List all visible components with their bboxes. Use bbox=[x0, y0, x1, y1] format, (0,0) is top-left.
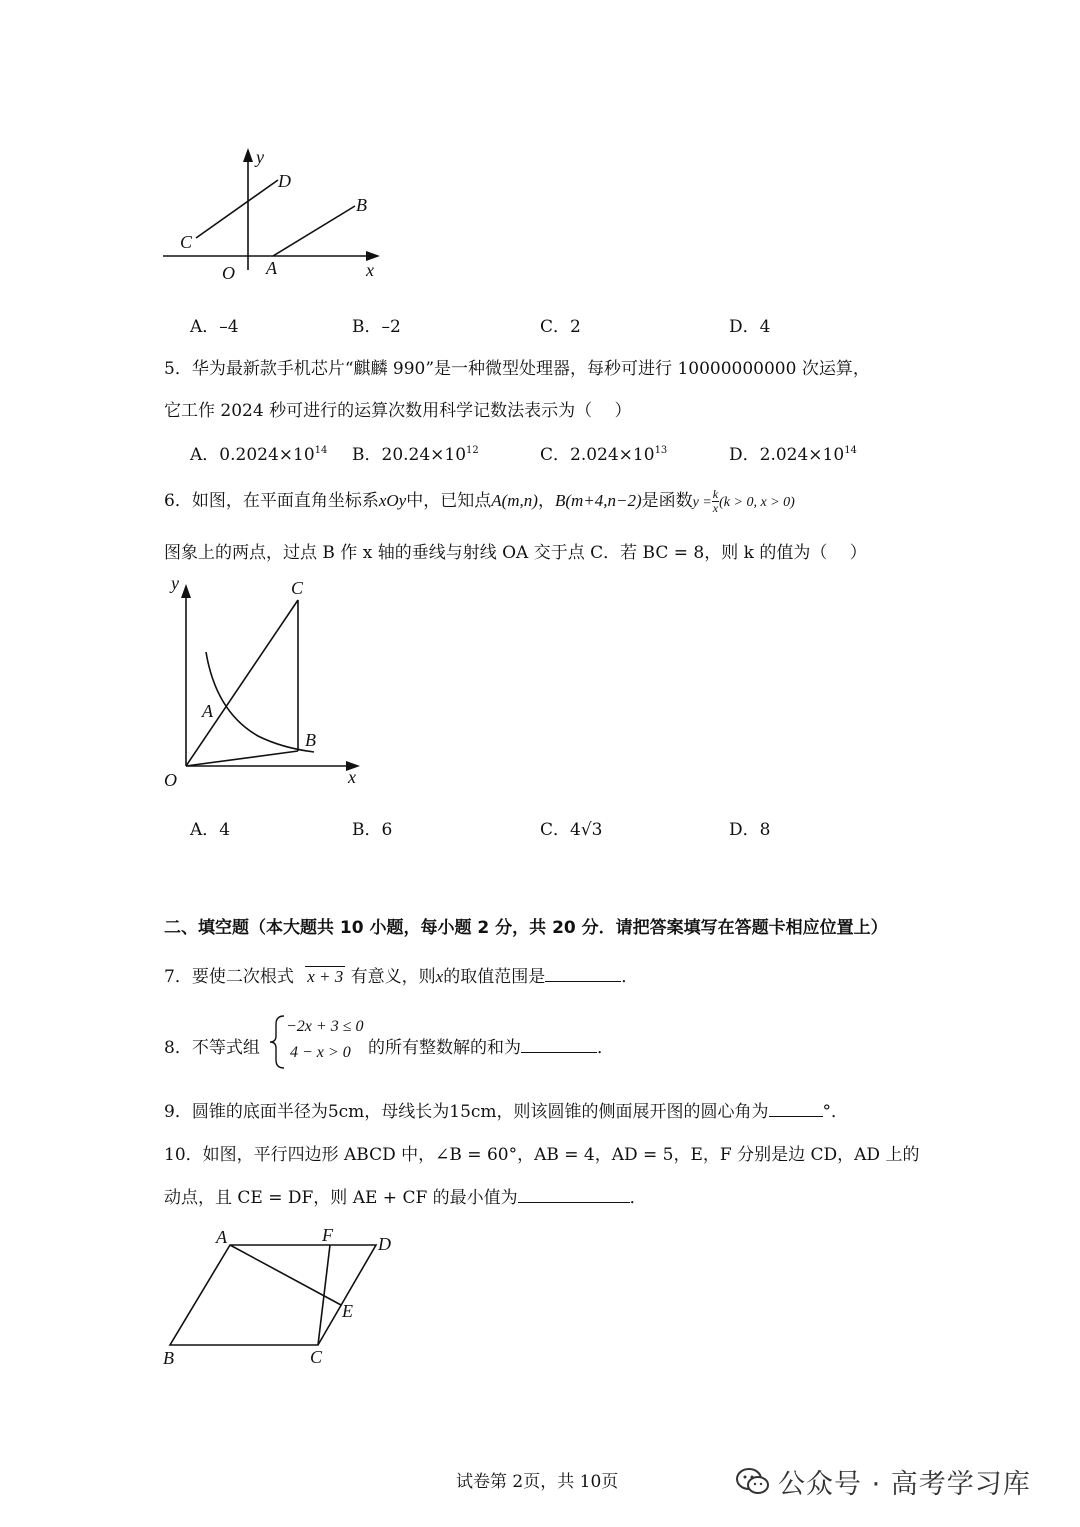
fig3-f-label: F bbox=[322, 1225, 333, 1245]
fig1-o-label: O bbox=[222, 263, 235, 283]
q8-text-b: 的所有整数解的和为 ． bbox=[368, 1038, 614, 1058]
fig2-x-label: x bbox=[348, 767, 356, 787]
fig3-c-label: C bbox=[310, 1347, 323, 1367]
fig1-a-label: A bbox=[266, 258, 277, 278]
fig3-b-label: B bbox=[163, 1348, 174, 1368]
fig2-c-label: C bbox=[291, 578, 304, 598]
fig2-y-label: y bbox=[171, 573, 179, 593]
q4-option-d: D．4 bbox=[729, 317, 771, 337]
q8-text-a: 8．不等式组 bbox=[164, 1038, 260, 1058]
fig3-e-label: E bbox=[342, 1301, 353, 1321]
q6-option-a: A．4 bbox=[190, 820, 231, 840]
q10-line2: 动点，且 CE = DF，则 AE + CF 的最小值为 ． bbox=[164, 1188, 647, 1208]
page-footer: 试卷第 2页，共 10页 bbox=[456, 1472, 619, 1492]
q6-option-c: C．4√3 bbox=[540, 820, 603, 840]
q5-option-c: C．$2.024\times 10^{13}$ bbox=[540, 445, 668, 465]
q5-option-a: A．$0.2024\times 10^{14}$ bbox=[190, 445, 328, 465]
fig3-d-label: D bbox=[378, 1234, 391, 1254]
fig2-a-label: A bbox=[202, 701, 213, 721]
q5-option-d: D．$2.024\times 10^{14}$ bbox=[729, 445, 857, 465]
fig2-o-label: O bbox=[164, 770, 177, 790]
q4-option-b: B．–2 bbox=[352, 317, 401, 337]
fig1-c-label: C bbox=[180, 232, 193, 252]
fig1-b-label: B bbox=[356, 195, 367, 215]
fig3-a-label: A bbox=[216, 1227, 227, 1247]
q6-option-d: D．8 bbox=[729, 820, 771, 840]
q9-text: 9．圆锥的底面半径为5cm，母线长为15cm，则该圆锥的侧面展开图的圆心角为 °． bbox=[164, 1102, 849, 1122]
q6-option-b: B．6 bbox=[352, 820, 393, 840]
fig1-y-label: y bbox=[256, 147, 264, 167]
q5-option-b: B．$20.24\times 10^{12}$ bbox=[352, 445, 479, 465]
watermark bbox=[736, 1462, 1031, 1501]
q8-row1: −2x + 3 ≤ 0 bbox=[286, 1018, 364, 1035]
q8-row2: 4 − x > 0 bbox=[290, 1044, 351, 1061]
fig1-x-label: x bbox=[366, 260, 374, 280]
wechat-icon bbox=[736, 1467, 770, 1497]
fig1-d-label: D bbox=[278, 171, 291, 191]
q6-line1: 6．如图，在平面直角坐标系xOy中，已知点A(m,n)，B(m+4,n−2)是函数y = $\frac{k}{x}$ (k > 0, x > 0) bbox=[164, 487, 795, 515]
q7-text: 7．要使二次根式 x + 3 有意义，则x的取值范围是 ． bbox=[164, 967, 639, 987]
section-2-heading: 二、填空题（本大题共 10 小题，每小题 2 分，共 20 分．请把答案填写在答题卡相应位置上） bbox=[164, 918, 888, 938]
q5-line1: 5．华为最新款手机芯片“麒麟 990”是一种微型处理器，每秒可进行 10000000000 次运算， bbox=[164, 359, 870, 379]
q4-option-a: A．–4 bbox=[190, 317, 239, 337]
q6-line2: 图象上的两点，过点 B 作 x 轴的垂线与射线 OA 交于点 C．若 BC = 8，则 k 的值为（ ） bbox=[164, 543, 867, 563]
watermark-text: 公众号 · 高考学习库 bbox=[778, 1469, 1031, 1500]
q10-line1: 10．如图，平行四边形 ABCD 中，∠B = 60°，AB = 4，AD = 5，E，F 分别是边 CD，AD 上的 bbox=[164, 1145, 920, 1165]
fig2-b-label: B bbox=[305, 730, 316, 750]
q7-radical: x + 3 bbox=[307, 967, 344, 986]
q4-option-c: C．2 bbox=[540, 317, 581, 337]
q5-line2: 它工作 2024 秒可进行的运算次数用科学记数法表示为（ ） bbox=[164, 401, 632, 421]
